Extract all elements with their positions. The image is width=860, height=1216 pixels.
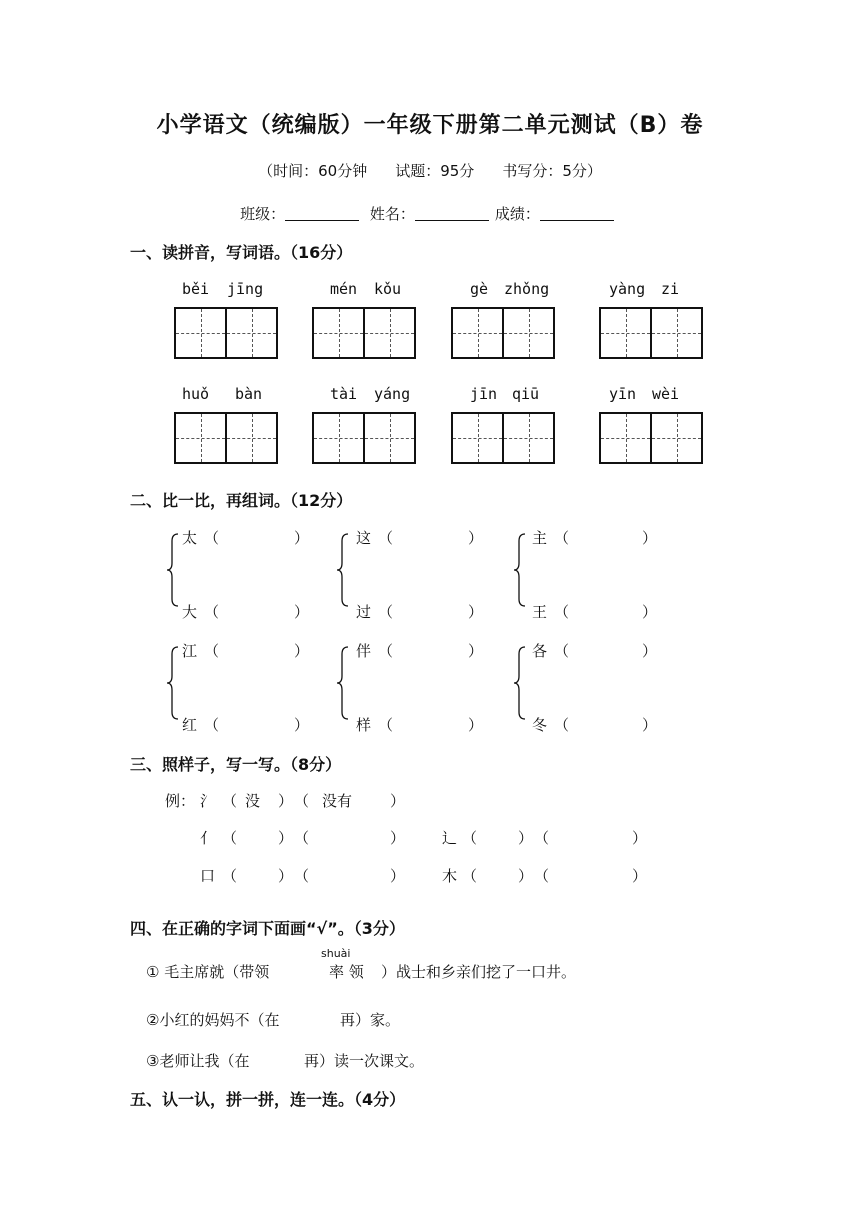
- question-1-suffix: ）战士和乡亲们挖了一口井。: [381, 963, 577, 981]
- question-1-option[interactable]: 率 领: [329, 963, 364, 981]
- compare-char: 王: [532, 603, 548, 621]
- compare-char: 这: [356, 529, 372, 547]
- paren-close: ）: [642, 716, 658, 734]
- compare-char: 样: [356, 716, 372, 734]
- paren-close: ）: [278, 867, 294, 885]
- writing-grid[interactable]: [599, 412, 703, 464]
- class-label: 班级：: [240, 205, 286, 223]
- pinyin-label: jīn: [470, 385, 498, 403]
- writing-grid[interactable]: [599, 307, 703, 359]
- paren-open: （: [554, 603, 570, 621]
- brace-icon: [336, 533, 350, 607]
- paren-open: （: [204, 529, 220, 547]
- paren-open: （: [294, 792, 310, 810]
- example-label: 例：: [165, 792, 196, 810]
- question-2-prefix: ②小红的妈妈不（在: [146, 1011, 280, 1029]
- student-info: [0, 203, 860, 224]
- section-1-heading: 一、读拼音，写词语。（16分）: [130, 243, 353, 262]
- paren-close: ）: [468, 642, 484, 660]
- paren-close: ）: [518, 867, 534, 885]
- brace-icon: [336, 646, 350, 720]
- name-blank[interactable]: [415, 206, 489, 221]
- paren-close: ）: [518, 829, 534, 847]
- paren-close: ）: [294, 716, 310, 734]
- compare-char: 主: [532, 529, 548, 547]
- paren-close: ）: [632, 829, 648, 847]
- compare-char: 红: [182, 716, 198, 734]
- name-label: 姓名：: [369, 205, 415, 223]
- writing-grid[interactable]: [312, 412, 416, 464]
- paren-open: （: [378, 642, 394, 660]
- pinyin-label: huǒ: [182, 385, 210, 403]
- pinyin-label: gè: [470, 280, 489, 298]
- paren-open: （: [294, 867, 310, 885]
- ruby-pinyin: shuài: [321, 947, 351, 960]
- paren-open: （: [222, 867, 238, 885]
- paren-close: ）: [294, 603, 310, 621]
- question-3-option[interactable]: 再）读一次课文。: [304, 1052, 425, 1070]
- brace-icon: [166, 646, 180, 720]
- brace-icon: [513, 533, 527, 607]
- pinyin-label: zhǒng: [504, 280, 550, 298]
- question-score: 试题：95分: [395, 162, 475, 180]
- question-2-option[interactable]: 再）家。: [340, 1011, 401, 1029]
- section-4-heading: 四、在正确的字词下面画“√”。（3分）: [130, 919, 405, 938]
- pinyin-label: yàng: [609, 280, 646, 298]
- paren-open: （: [204, 716, 220, 734]
- paren-close: ）: [468, 716, 484, 734]
- grade-label: 成绩：: [494, 205, 540, 223]
- compare-char: 过: [356, 603, 372, 621]
- compare-char: 伴: [356, 642, 372, 660]
- compare-char: 太: [182, 529, 198, 547]
- paren-close: ）: [642, 603, 658, 621]
- pinyin-label: jīng: [227, 280, 264, 298]
- paren-close: ）: [278, 792, 294, 810]
- radical: 口: [200, 867, 216, 885]
- brace-icon: [166, 533, 180, 607]
- pinyin-label: běi: [182, 280, 210, 298]
- brace-icon: [513, 646, 527, 720]
- question-1-prefix: ① 毛主席就（带领: [146, 963, 270, 981]
- paren-open: （: [462, 867, 478, 885]
- class-blank[interactable]: [285, 206, 359, 221]
- grade-blank[interactable]: [540, 206, 614, 221]
- radical: 亻: [200, 829, 216, 847]
- writing-grid[interactable]: [174, 412, 278, 464]
- paren-open: （: [554, 716, 570, 734]
- writing-grid[interactable]: [451, 412, 555, 464]
- paren-close: ）: [294, 642, 310, 660]
- radical: 辶: [442, 829, 458, 847]
- compare-char: 大: [182, 603, 198, 621]
- paren-close: ）: [390, 792, 406, 810]
- paren-close: ）: [632, 867, 648, 885]
- paren-open: （: [554, 529, 570, 547]
- section-5-heading: 五、认一认，拼一拼，连一连。（4分）: [130, 1090, 406, 1109]
- paren-close: ）: [390, 867, 406, 885]
- section-2-heading: 二、比一比，再组词。（12分）: [130, 491, 353, 510]
- page-title: 小学语文（统编版）一年级下册第二单元测试（B）卷: [156, 113, 704, 138]
- paren-open: （: [534, 867, 550, 885]
- pinyin-label: qiū: [512, 385, 540, 403]
- paren-close: ）: [468, 529, 484, 547]
- paren-close: ）: [468, 603, 484, 621]
- pinyin-label: mén: [330, 280, 358, 298]
- paren-close: ）: [642, 642, 658, 660]
- compare-char: 江: [182, 642, 198, 660]
- exam-subtitle: [0, 160, 860, 181]
- compare-char: 冬: [532, 716, 548, 734]
- paren-open: （: [378, 603, 394, 621]
- pinyin-label: bàn: [235, 385, 263, 403]
- example-char: 没: [245, 792, 261, 810]
- compare-char: 各: [532, 642, 548, 660]
- paren-open: （: [554, 642, 570, 660]
- writing-grid[interactable]: [174, 307, 278, 359]
- paren-open: （: [462, 829, 478, 847]
- pinyin-label: zi: [661, 280, 680, 298]
- pinyin-label: yáng: [374, 385, 411, 403]
- writing-grid[interactable]: [312, 307, 416, 359]
- example-radical: 氵: [200, 792, 216, 810]
- paren-close: ）: [390, 829, 406, 847]
- time-limit: （时间：60分钟: [258, 162, 368, 180]
- writing-score: 书写分：5分）: [502, 162, 602, 180]
- section-3-heading: 三、照样子，写一写。（8分）: [130, 755, 342, 774]
- writing-grid[interactable]: [451, 307, 555, 359]
- pinyin-label: wèi: [652, 385, 680, 403]
- paren-open: （: [204, 642, 220, 660]
- pinyin-label: kǒu: [374, 280, 402, 298]
- paren-open: （: [378, 716, 394, 734]
- paren-open: （: [222, 792, 238, 810]
- paren-close: ）: [278, 829, 294, 847]
- example-word: 没有: [322, 792, 353, 810]
- pinyin-label: tài: [330, 385, 358, 403]
- paren-close: ）: [294, 529, 310, 547]
- question-3-prefix: ③老师让我（在: [146, 1052, 250, 1070]
- radical: 木: [442, 867, 458, 885]
- paren-open: （: [378, 529, 394, 547]
- paren-open: （: [204, 603, 220, 621]
- paren-open: （: [294, 829, 310, 847]
- paren-close: ）: [642, 529, 658, 547]
- paren-open: （: [534, 829, 550, 847]
- pinyin-label: yīn: [609, 385, 637, 403]
- paren-open: （: [222, 829, 238, 847]
